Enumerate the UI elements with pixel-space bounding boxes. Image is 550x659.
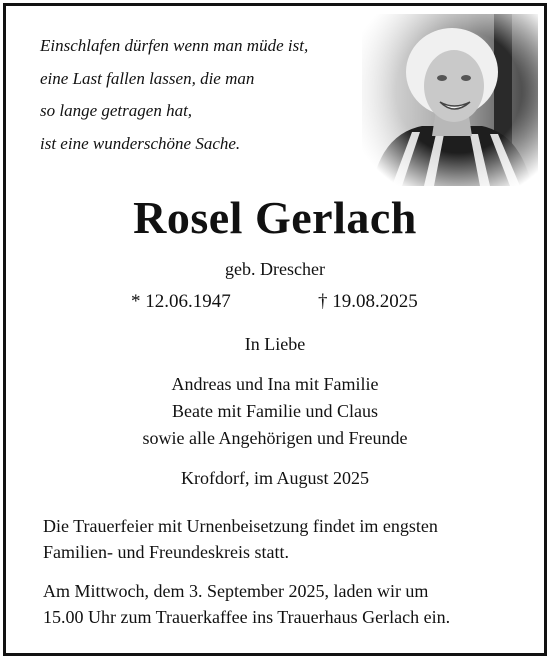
- poem-line: Einschlafen dürfen wenn man müde ist,: [40, 36, 309, 55]
- birth-name: geb. Drescher: [225, 259, 325, 279]
- poem-line: so lange getragen hat,: [40, 101, 193, 120]
- coffee-note-line: 15.00 Uhr zum Trauerkaffee ins Trauerhaus Gerlach ein.: [43, 607, 451, 627]
- place-date: Krofdorf, im August 2025: [181, 468, 369, 488]
- mourner-line: Beate mit Familie und Claus: [172, 401, 378, 421]
- portrait-photo: [362, 14, 538, 186]
- poem-line: eine Last fallen lassen, die man: [40, 68, 255, 88]
- funeral-note-line: Familien- und Freundeskreis statt.: [43, 542, 289, 562]
- deceased-name: Rosel Gerlach: [133, 192, 417, 243]
- birth-date: * 12.06.1947: [131, 291, 231, 312]
- mourners-list: [0, 371, 550, 452]
- coffee-note: [43, 578, 523, 630]
- poem-line: ist eine wunderschöne Sache.: [40, 133, 241, 153]
- mourner-line: Andreas und Ina mit Familie: [171, 374, 379, 394]
- coffee-note-line: Am Mittwoch, dem 3. September 2025, laden wir um: [43, 581, 429, 601]
- funeral-note: [43, 513, 523, 565]
- mourners-intro: In Liebe: [244, 334, 306, 354]
- poem: [40, 30, 370, 160]
- death-date: † 19.08.2025: [318, 291, 418, 312]
- funeral-note-line: Die Trauerfeier mit Urnenbeisetzung findet im engsten: [43, 516, 438, 536]
- mourner-line: sowie alle Angehörigen und Freunde: [142, 428, 408, 448]
